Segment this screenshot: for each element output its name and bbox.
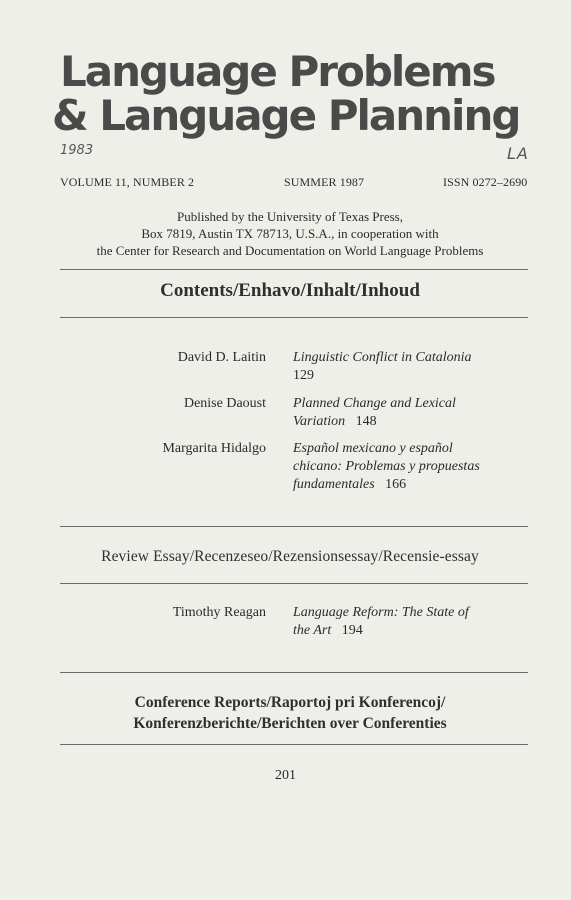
divider [60, 317, 528, 318]
article-page: 129 [293, 368, 314, 383]
issue-season: SUMMER 1987 [284, 175, 365, 189]
article-title: chicano: Problemas y propuestas [293, 459, 480, 474]
divider [60, 526, 528, 527]
article-title: Linguistic Conflict in Catalonia [293, 350, 472, 365]
divider [60, 583, 528, 584]
article-entry [293, 440, 523, 494]
article-author: David D. Laitin [177, 350, 266, 365]
journal-masthead [52, 47, 532, 140]
masthead-line-1: Language Problems [60, 47, 495, 96]
divider [60, 269, 528, 270]
divider [60, 672, 528, 673]
issue-issn: ISSN 0272–2690 [443, 175, 528, 189]
review-entry [293, 604, 523, 640]
article-page: 166 [385, 477, 407, 492]
article-title: fundamentales [293, 477, 375, 492]
review-page: 194 [341, 623, 363, 638]
handwritten-note-right: LA [507, 144, 529, 163]
article-title: Planned Change and Lexical [293, 396, 456, 411]
article-author: Denise Daoust [183, 396, 266, 411]
article-entry [293, 349, 523, 385]
review-heading: Review Essay/Recenzeseo/Rezensionsessay/Recensie-essay [101, 548, 479, 565]
review-title: the Art [293, 623, 332, 638]
handwritten-note-left: 1983 [60, 143, 94, 158]
article-author: Margarita Hidalgo [162, 441, 266, 456]
conference-heading-line-2: Konferenzberichte/Berichten over Conferenties [133, 715, 447, 732]
publisher-line-1: Published by the University of Texas Press, [177, 209, 403, 224]
article-title: Variation [293, 414, 346, 429]
publisher-line-2: Box 7819, Austin TX 78713, U.S.A., in cooperation with [141, 226, 439, 241]
article-page: 148 [355, 414, 377, 429]
review-author: Timothy Reagan [172, 605, 266, 620]
publisher-line-3: the Center for Research and Documentation on World Language Problems [96, 243, 484, 258]
conference-heading [40, 692, 540, 734]
review-title: Language Reform: The State of [293, 605, 469, 620]
conference-heading-line-1: Conference Reports/Raportoj pri Konferencoj/ [134, 694, 446, 711]
article-title: Español mexicano y español [293, 441, 453, 456]
article-entry [293, 395, 523, 431]
masthead-line-2: & Language Planning [52, 91, 520, 140]
contents-heading: Contents/Enhavo/Inhalt/Inhoud [160, 280, 420, 301]
divider [60, 744, 528, 745]
issue-volume: VOLUME 11, NUMBER 2 [60, 175, 195, 189]
page-number: 201 [275, 768, 296, 783]
